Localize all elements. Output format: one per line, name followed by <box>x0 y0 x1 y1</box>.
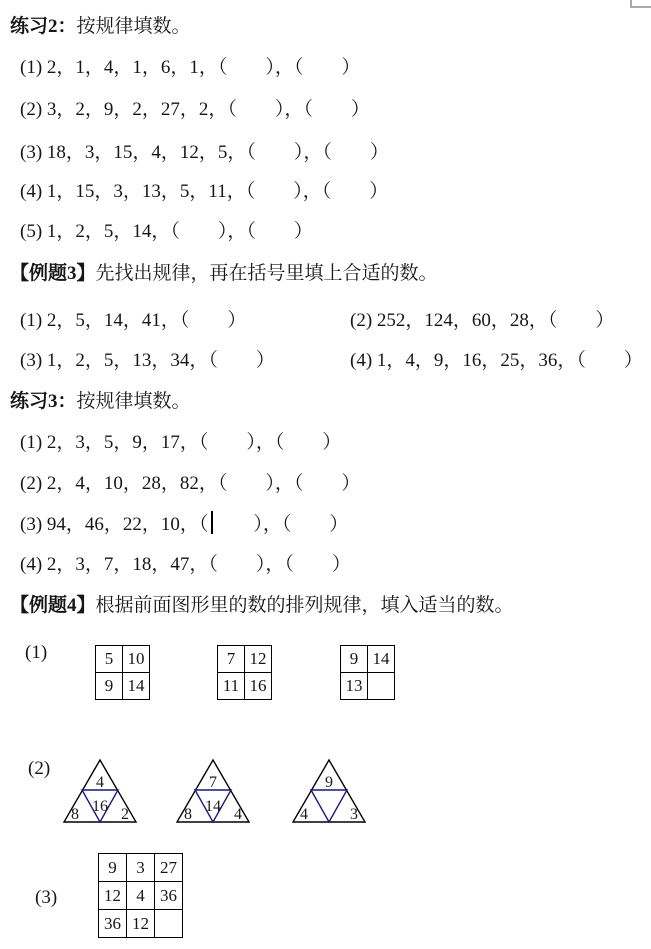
grid4-cell-r3c3[interactable] <box>155 910 183 938</box>
exercise3-item-3-suffix: ），（ ） <box>215 514 349 535</box>
grid2-cell-r1c2[interactable]: 12 <box>245 646 272 673</box>
exercise2-item-2: (2) 3，2，9，2，27，2，（ ），（ ） <box>20 99 370 120</box>
text-boundary-corner-mark <box>630 0 651 8</box>
exercise3-item-1: (1) 2，3，5，9，17，（ ），（ ） <box>20 432 342 453</box>
example4-part3-label: (3) <box>35 887 58 908</box>
triangle-3-right-value: 3 <box>350 806 358 823</box>
triangle-2-top-value: 7 <box>209 774 217 791</box>
exercise2-item-3: (3) 18，3，15，4，12，5，（ ），（ ） <box>20 142 389 163</box>
triangle-1-center-value: 16 <box>92 798 108 815</box>
triangle-1-left-value: 8 <box>71 806 79 823</box>
example4-part1-label: (1) <box>25 642 48 663</box>
grid2-cell-r1c1[interactable]: 7 <box>218 646 245 673</box>
exercise2-heading <box>10 15 191 39</box>
grid1-cell-r1c2[interactable]: 10 <box>123 646 150 673</box>
text-cursor <box>211 511 213 534</box>
example4-heading <box>10 594 514 618</box>
exercise3-item-3 <box>20 511 348 537</box>
example3-heading-text: 先找出规律，再在括号里填上合适的数。 <box>95 263 438 284</box>
exercise2-item-5: (5) 1，2，5，14，（ ），（ ） <box>20 221 313 242</box>
example3-heading <box>10 262 438 286</box>
exercise2-heading-text: 按规律填数。 <box>76 16 191 37</box>
triangle-figure-2 <box>176 758 250 824</box>
grid3-cell-r1c1[interactable]: 9 <box>341 646 368 673</box>
grid3-cell-r2c2[interactable] <box>368 673 395 700</box>
exercise2-item-4: (4) 1，15，3，13，5，11，（ ），（ ） <box>20 181 389 202</box>
triangle-3-top-value: 9 <box>325 774 333 791</box>
grid3-cell-r1c2[interactable]: 14 <box>368 646 395 673</box>
grid4-cell-r2c2[interactable]: 4 <box>127 882 155 910</box>
grid1-cell-r1c1[interactable]: 5 <box>96 646 123 673</box>
grid4-cell-r2c3[interactable]: 36 <box>155 882 183 910</box>
exercise3-heading-text: 按规律填数。 <box>76 391 191 412</box>
triangle-2-center-value: 14 <box>205 798 221 815</box>
example3-item-1: (1) 2，5，14，41，（ ） <box>20 310 247 331</box>
exercise2-heading-label: 练习2： <box>10 16 77 37</box>
example4-grid-1 <box>95 645 150 700</box>
example3-item-2: (2) 252，124，60，28，（ ） <box>350 310 615 331</box>
exercise3-heading <box>10 390 191 414</box>
triangle-2-right-value: 4 <box>234 806 242 823</box>
grid4-cell-r1c2[interactable]: 3 <box>127 854 155 882</box>
example4-part2-label: (2) <box>28 758 51 779</box>
exercise2-item-1: (1) 2，1，4，1，6，1，（ ），（ ） <box>20 57 361 78</box>
triangle-1-top-value: 4 <box>96 774 104 791</box>
grid4-cell-r3c1[interactable]: 36 <box>99 910 127 938</box>
grid4-cell-r1c1[interactable]: 9 <box>99 854 127 882</box>
grid2-cell-r2c2[interactable]: 16 <box>245 673 272 700</box>
example4-grid-3 <box>340 645 395 700</box>
grid3-cell-r2c1[interactable]: 13 <box>341 673 368 700</box>
exercise3-item-3-prefix: (3) 94，46，22，10，（ <box>20 514 209 535</box>
grid4-cell-r3c2[interactable]: 12 <box>127 910 155 938</box>
exercise3-item-4: (4) 2，3，7，18，47，（ ），（ ） <box>20 554 351 575</box>
example4-grid-2 <box>217 645 272 700</box>
triangle-1-right-value: 2 <box>121 806 129 823</box>
example4-grid-4 <box>98 853 183 938</box>
triangle-3-inner-outline <box>311 790 347 822</box>
example4-heading-text: 根据前面图形里的数的排列规律，填入适当的数。 <box>95 595 514 616</box>
triangle-3-left-value: 4 <box>300 806 308 823</box>
exercise3-item-2: (2) 2，4，10，28，82，（ ），（ ） <box>20 473 361 494</box>
example3-item-4: (4) 1，4，9，16，25，36，（ ） <box>350 350 643 371</box>
grid1-cell-r2c1[interactable]: 9 <box>96 673 123 700</box>
example3-heading-label: 【例题3】 <box>10 263 96 284</box>
grid2-cell-r2c1[interactable]: 11 <box>218 673 245 700</box>
grid1-cell-r2c2[interactable]: 14 <box>123 673 150 700</box>
grid4-cell-r1c3[interactable]: 27 <box>155 854 183 882</box>
exercise3-heading-label: 练习3： <box>10 391 77 412</box>
triangle-figure-3 <box>292 758 366 824</box>
example4-heading-label: 【例题4】 <box>10 595 96 616</box>
grid4-cell-r2c1[interactable]: 12 <box>99 882 127 910</box>
triangle-figure-1 <box>63 758 137 824</box>
example3-item-3: (3) 1，2，5，13，34，（ ） <box>20 350 275 371</box>
triangle-2-left-value: 8 <box>184 806 192 823</box>
